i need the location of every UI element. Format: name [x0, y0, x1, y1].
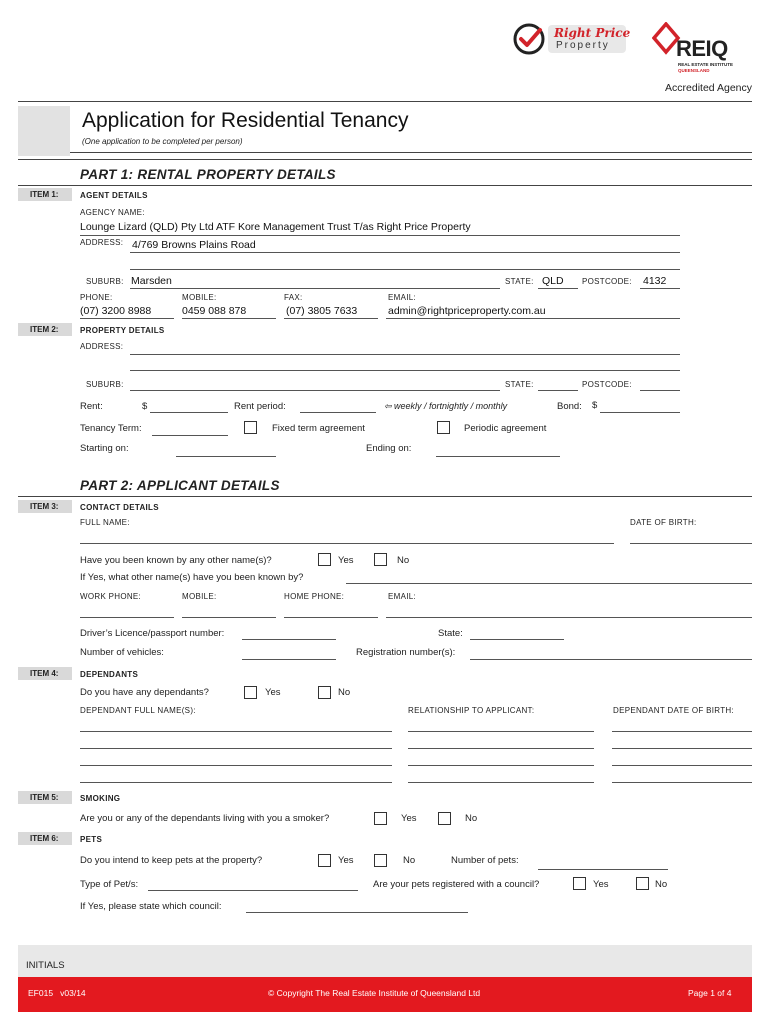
rent-label: Rent: [80, 401, 103, 412]
accredited-agency: Accredited Agency [665, 82, 752, 94]
other-names-yes-checkbox[interactable] [318, 553, 331, 566]
smoking-no-checkbox[interactable] [438, 812, 451, 825]
agent-state-line [538, 288, 578, 289]
licence-line[interactable] [242, 639, 336, 640]
registered-no-label: No [655, 879, 668, 890]
dob-label: DATE OF BIRTH: [630, 518, 697, 527]
smoking-question: Are you or any of the dependants living with you a smoker? [80, 813, 330, 824]
agent-address-label: ADDRESS: [80, 238, 124, 247]
smoking-yes-label: Yes [401, 813, 417, 824]
ending-on-line[interactable] [436, 456, 560, 457]
agent-address-line-2 [130, 269, 680, 270]
dependant-rel-line-3[interactable] [408, 765, 594, 766]
title-grey-block [18, 106, 70, 156]
applicant-email-line[interactable] [386, 617, 752, 618]
starting-on-line[interactable] [176, 456, 276, 457]
council-label: If Yes, please state which council: [80, 901, 222, 912]
pets-question: Do you intend to keep pets at the property? [80, 855, 263, 866]
agent-address-value[interactable]: 4/769 Browns Plains Road [132, 239, 256, 251]
property-postcode-label: POSTCODE: [582, 380, 632, 389]
registration-label: Registration number(s): [356, 647, 456, 658]
dependant-dob-line-2[interactable] [612, 748, 752, 749]
rent-dollar: $ [142, 401, 148, 412]
rent-period-label: Rent period: [234, 401, 286, 412]
licence-state-line[interactable] [470, 639, 564, 640]
full-name-line[interactable] [80, 543, 614, 544]
other-names-no-label: No [397, 555, 410, 566]
footer-form-code: EF015 v03/14 [28, 988, 86, 998]
dependant-name-line-4[interactable] [80, 782, 392, 783]
bond-dollar: $ [592, 400, 598, 411]
work-phone-label: WORK PHONE: [80, 592, 142, 601]
periodic-label: Periodic agreement [464, 423, 547, 434]
rpp-logo-line2: Property [556, 40, 610, 51]
agent-phone-label: PHONE: [80, 293, 113, 302]
dependant-rel-line-4[interactable] [408, 782, 594, 783]
part1-heading: PART 1: RENTAL PROPERTY DETAILS [80, 167, 336, 182]
agent-email-label: EMAIL: [388, 293, 417, 302]
pets-heading: PETS [80, 835, 103, 844]
other-names-question: Have you been known by any other name(s)? [80, 555, 272, 566]
rent-period-hint: ⇦ weekly / fortnightly / monthly [384, 401, 508, 411]
item1-tag: ITEM 1: [18, 188, 72, 201]
dependant-name-line-1[interactable] [80, 731, 392, 732]
num-pets-label: Number of pets: [451, 855, 519, 866]
applicant-email-label: EMAIL: [388, 592, 417, 601]
other-names-if-label: If Yes, what other name(s) have you been known by? [80, 572, 304, 583]
home-phone-label: HOME PHONE: [284, 592, 345, 601]
initials-label: INITIALS [26, 960, 65, 971]
title-bottom-rule [70, 152, 752, 153]
licence-state-label: State: [438, 628, 463, 639]
agent-postcode-label: POSTCODE: [582, 277, 632, 286]
other-names-yes-label: Yes [338, 555, 354, 566]
ending-on-label: Ending on: [366, 443, 412, 454]
registered-no-checkbox[interactable] [636, 877, 649, 890]
vehicles-line[interactable] [242, 659, 336, 660]
pets-no-label: No [403, 855, 416, 866]
title-top-rule [18, 101, 752, 102]
dependant-dob-col: DEPENDANT DATE OF BIRTH: [613, 706, 734, 715]
property-address-line-2[interactable] [130, 370, 680, 371]
dependants-no-label: No [338, 687, 351, 698]
agency-name-value[interactable]: Lounge Lizard (QLD) Pty Ltd ATF Kore Management Trust T/as Right Price Property [80, 221, 471, 233]
checkmark-badge-icon [512, 22, 546, 56]
periodic-checkbox[interactable] [437, 421, 450, 434]
agent-email-value[interactable]: admin@rightpriceproperty.com.au [388, 305, 546, 317]
full-name-label: FULL NAME: [80, 518, 130, 527]
bond-line[interactable] [600, 412, 680, 413]
applicant-mobile-label: MOBILE: [182, 592, 217, 601]
agent-fax-line [284, 318, 378, 319]
reiq-sub1: REAL ESTATE INSTITUTE [678, 62, 734, 67]
dependants-no-checkbox[interactable] [318, 686, 331, 699]
property-state-label: STATE: [505, 380, 534, 389]
other-names-line[interactable] [346, 583, 752, 584]
registered-yes-checkbox[interactable] [573, 877, 586, 890]
rent-line[interactable] [150, 412, 228, 413]
agent-phone-line [80, 318, 174, 319]
registration-line[interactable] [470, 659, 752, 660]
pets-no-checkbox[interactable] [374, 854, 387, 867]
title-bottom-rule-2 [18, 159, 752, 160]
reiq-logo [652, 22, 756, 86]
property-suburb-label: SUBURB: [86, 380, 124, 389]
council-line[interactable] [246, 912, 468, 913]
agent-mobile-label: MOBILE: [182, 293, 217, 302]
item6-tag: ITEM 6: [18, 832, 72, 845]
dependant-relationship-col: RELATIONSHIP TO APPLICANT: [408, 706, 535, 715]
fixed-term-label: Fixed term agreement [272, 423, 365, 434]
num-pets-line[interactable] [538, 869, 668, 870]
agency-name-line [80, 235, 680, 236]
part1-rule [18, 185, 752, 186]
dependant-name-col: DEPENDANT FULL NAME(S): [80, 706, 196, 715]
pets-yes-label: Yes [338, 855, 354, 866]
rent-period-line[interactable] [300, 412, 376, 413]
agent-address-line [130, 252, 680, 253]
tenancy-term-line[interactable] [152, 435, 228, 436]
footer-copyright: © Copyright The Real Estate Institute of Queensland Ltd [268, 988, 481, 998]
agent-details-heading: AGENT DETAILS [80, 191, 148, 200]
agent-postcode-line [640, 288, 680, 289]
footer-page-number: Page 1 of 4 [688, 988, 732, 998]
home-phone-line[interactable] [284, 617, 378, 618]
part2-heading: PART 2: APPLICANT DETAILS [80, 478, 280, 493]
agent-state-value[interactable]: QLD [542, 275, 564, 287]
pets-yes-checkbox[interactable] [318, 854, 331, 867]
agent-fax-label: FAX: [284, 293, 303, 302]
initials-band [18, 945, 752, 977]
property-state-line[interactable] [538, 390, 578, 391]
dependant-name-line-2[interactable] [80, 748, 392, 749]
part2-rule [18, 496, 752, 497]
applicant-mobile-line[interactable] [182, 617, 276, 618]
item4-tag: ITEM 4: [18, 667, 72, 680]
reiq-wordmark: REIQ [676, 36, 728, 61]
dependant-name-line-3[interactable] [80, 765, 392, 766]
dependant-rel-line-2[interactable] [408, 748, 594, 749]
vehicles-label: Number of vehicles: [80, 647, 164, 658]
bond-label: Bond: [557, 401, 582, 412]
dependants-yes-checkbox[interactable] [244, 686, 257, 699]
other-names-no-checkbox[interactable] [374, 553, 387, 566]
reiq-sub2: QUEENSLAND [678, 68, 710, 73]
pet-type-line[interactable] [148, 890, 358, 891]
dependants-question: Do you have any dependants? [80, 687, 209, 698]
licence-label: Driver’s Licence/passport number: [80, 628, 225, 639]
property-suburb-line[interactable] [130, 390, 500, 391]
agent-mobile-value[interactable]: 0459 088 878 [182, 305, 247, 317]
agency-name-label: AGENCY NAME: [80, 208, 145, 217]
starting-on-label: Starting on: [80, 443, 129, 454]
agent-phone-value[interactable]: (07) 3200 8988 [80, 305, 152, 317]
pets-registered-question: Are your pets registered with a council? [373, 879, 540, 890]
property-address-label: ADDRESS: [80, 342, 124, 351]
agent-state-label: STATE: [505, 277, 534, 286]
tenancy-term-label: Tenancy Term: [80, 423, 142, 434]
smoking-heading: SMOKING [80, 794, 121, 803]
agent-suburb-line [130, 288, 500, 289]
dob-line[interactable] [630, 543, 752, 544]
item2-tag: ITEM 2: [18, 323, 72, 336]
item5-tag: ITEM 5: [18, 791, 72, 804]
right-price-property-logo [512, 22, 631, 56]
dependant-dob-line-3[interactable] [612, 765, 752, 766]
dependant-dob-line-4[interactable] [612, 782, 752, 783]
work-phone-line[interactable] [80, 617, 174, 618]
smoking-yes-checkbox[interactable] [374, 812, 387, 825]
property-details-heading: PROPERTY DETAILS [80, 326, 165, 335]
dependants-yes-label: Yes [265, 687, 281, 698]
page-title: Application for Residential Tenancy [82, 109, 409, 132]
contact-details-heading: CONTACT DETAILS [80, 503, 159, 512]
agent-postcode-value[interactable]: 4132 [643, 275, 667, 287]
page-subtitle: (One application to be completed per person) [82, 137, 243, 146]
rpp-logo-line1: Right Price [554, 26, 631, 40]
fixed-term-checkbox[interactable] [244, 421, 257, 434]
registered-yes-label: Yes [593, 879, 609, 890]
agent-mobile-line [182, 318, 276, 319]
agent-email-line [386, 318, 680, 319]
property-postcode-line[interactable] [640, 390, 680, 391]
dependants-heading: DEPENDANTS [80, 670, 139, 679]
agent-suburb-value[interactable]: Marsden [131, 275, 172, 287]
item3-tag: ITEM 3: [18, 500, 72, 513]
smoking-no-label: No [465, 813, 478, 824]
dependant-dob-line-1[interactable] [612, 731, 752, 732]
agent-fax-value[interactable]: (07) 3805 7633 [286, 305, 358, 317]
property-address-line[interactable] [130, 354, 680, 355]
pet-type-label: Type of Pet/s: [80, 879, 139, 890]
agent-suburb-label: SUBURB: [86, 277, 124, 286]
dependant-rel-line-1[interactable] [408, 731, 594, 732]
